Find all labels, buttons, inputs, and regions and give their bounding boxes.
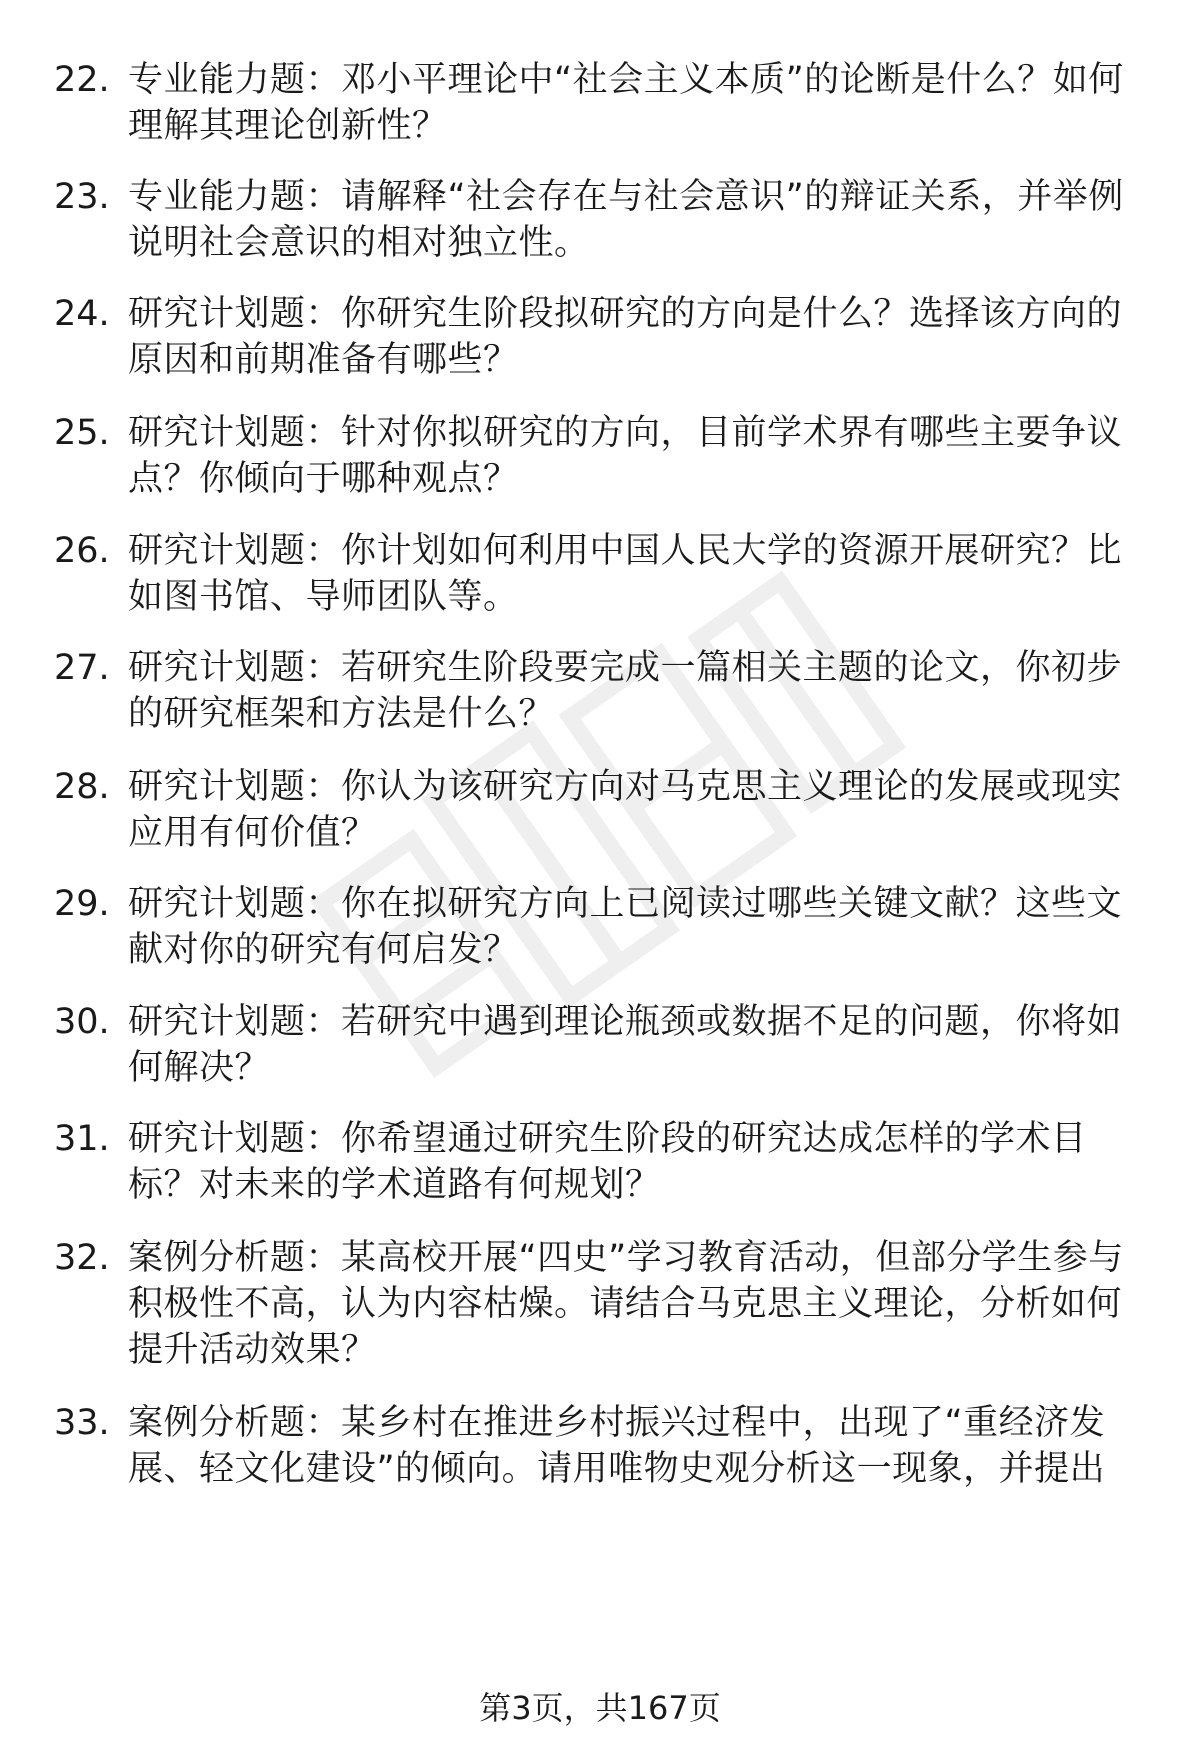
question-number: 24.	[54, 294, 110, 334]
question-text: 专业能力题：邓小平理论中“社会主义本质”的论断是什么？如何理解其理论创新性？	[128, 60, 1124, 146]
question-item-33	[0, 1400, 1200, 1520]
question-text: 研究计划题：你认为该研究方向对马克思主义理论的发展或现实应用有何价值？	[128, 767, 1123, 853]
question-item-27	[0, 645, 1200, 765]
question-item-28	[0, 764, 1200, 884]
question-text: 研究计划题：你计划如何利用中国人民大学的资源开展研究？比如图书馆、导师团队等。	[128, 531, 1123, 617]
question-text: 研究计划题：若研究生阶段要完成一篇相关主题的论文，你初步的研究框架和方法是什么？	[128, 648, 1123, 734]
question-number: 31.	[54, 1119, 110, 1159]
question-item-31	[0, 1116, 1200, 1236]
question-number: 29.	[54, 884, 110, 924]
question-item-24	[0, 291, 1200, 411]
question-item-29	[0, 881, 1200, 1001]
question-number: 25.	[54, 413, 110, 453]
question-number: 28.	[54, 767, 110, 807]
question-number: 26.	[54, 531, 110, 571]
question-text: 研究计划题：你希望通过研究生阶段的研究达成怎样的学术目标？对未来的学术道路有何规划？	[128, 1119, 1087, 1205]
question-number: 30.	[54, 1002, 110, 1042]
question-text: 研究计划题：针对你拟研究的方向，目前学术界有哪些主要争议点？你倾向于哪种观点？	[128, 413, 1123, 499]
page-number-label: 第3页，共167页	[479, 1689, 721, 1727]
question-text: 研究计划题：你研究生阶段拟研究的方向是什么？选择该方向的原因和前期准备有哪些？	[128, 294, 1123, 380]
question-number: 32.	[54, 1238, 110, 1278]
question-number: 33.	[54, 1403, 110, 1443]
question-item-32	[0, 1235, 1200, 1370]
question-number: 23.	[54, 177, 110, 217]
question-number: 27.	[54, 648, 110, 688]
question-text: 研究计划题：你在拟研究方向上已阅读过哪些关键文献？这些文献对你的研究有何启发？	[128, 884, 1123, 970]
question-text: 研究计划题：若研究中遇到理论瓶颈或数据不足的问题，你将如何解决？	[128, 1002, 1123, 1088]
question-item-23	[0, 174, 1200, 294]
question-text: 案例分析题：某高校开展“四史”学习教育活动，但部分学生参与积极性不高，认为内容枯燥。请结合马克思主义理论，分析如何提升活动效果？	[128, 1238, 1124, 1370]
question-item-25	[0, 410, 1200, 530]
question-item-26	[0, 528, 1200, 648]
question-text: 专业能力题：请解释“社会存在与社会意识”的辩证关系，并举例说明社会意识的相对独立性。	[128, 177, 1124, 263]
question-item-30	[0, 999, 1200, 1119]
question-text: 案例分析题：某乡村在推进乡村振兴过程中，出现了“重经济发展、轻文化建设”的倾向。请用唯物史观分析这一现象，并提出	[128, 1403, 1106, 1489]
page-footer	[0, 1688, 1200, 1728]
question-number: 22.	[54, 60, 110, 100]
question-item-22	[0, 57, 1200, 177]
